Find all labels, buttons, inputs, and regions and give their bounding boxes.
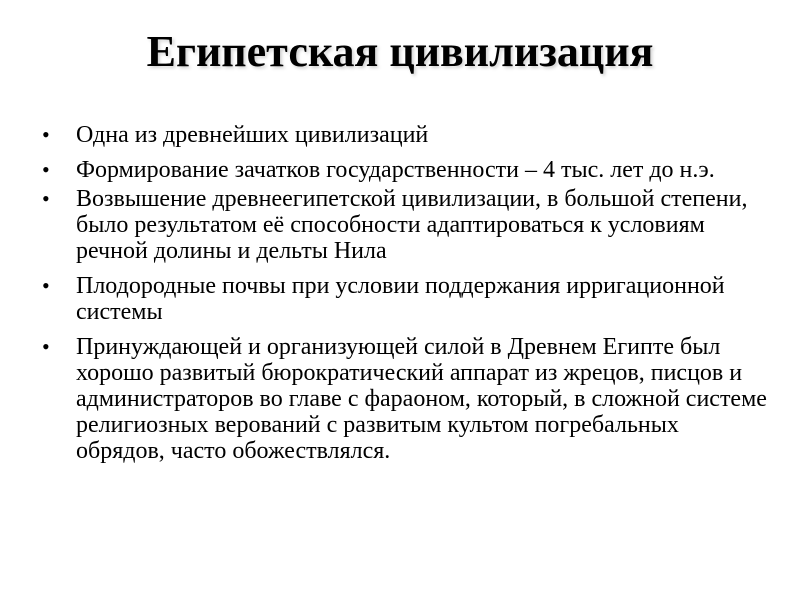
bullet-text: Принуждающей и организующей силой в Древнем Египте был хорошо развитый бюрократический аппарат из жрецов, писцов и администраторов во главе с фараоном, который, в сложной системе религиозных верований с развитым культом погребальных обрядов, часто обожествлялся. — [76, 334, 767, 464]
slide-title: Египетская цивилизация — [146, 27, 654, 76]
bullet-item — [40, 157, 770, 183]
bullet-item — [40, 273, 770, 325]
bullet-text: Возвышение древнеегипетской цивилизации, в большой степени, было результатом её способности адаптироваться к условиям речной долины и дельты Нила — [76, 186, 748, 264]
bullet-dot-icon: • — [42, 186, 50, 211]
bullet-text: Плодородные почвы при условии поддержания ирригационной системы — [76, 273, 725, 325]
bullet-item — [40, 122, 770, 148]
bullet-dot-icon: • — [42, 157, 50, 182]
bullet-item — [40, 186, 770, 264]
bullet-dot-icon: • — [42, 122, 50, 147]
bullet-text: Одна из древнейших цивилизаций — [76, 122, 429, 148]
bullet-dot-icon: • — [42, 273, 50, 298]
bullet-dot-icon: • — [42, 334, 50, 359]
bullet-text: Формирование зачатков государственности – 4 тыс. лет до н.э. — [76, 157, 715, 183]
bullet-item — [40, 334, 770, 464]
bullet-list — [40, 122, 770, 473]
